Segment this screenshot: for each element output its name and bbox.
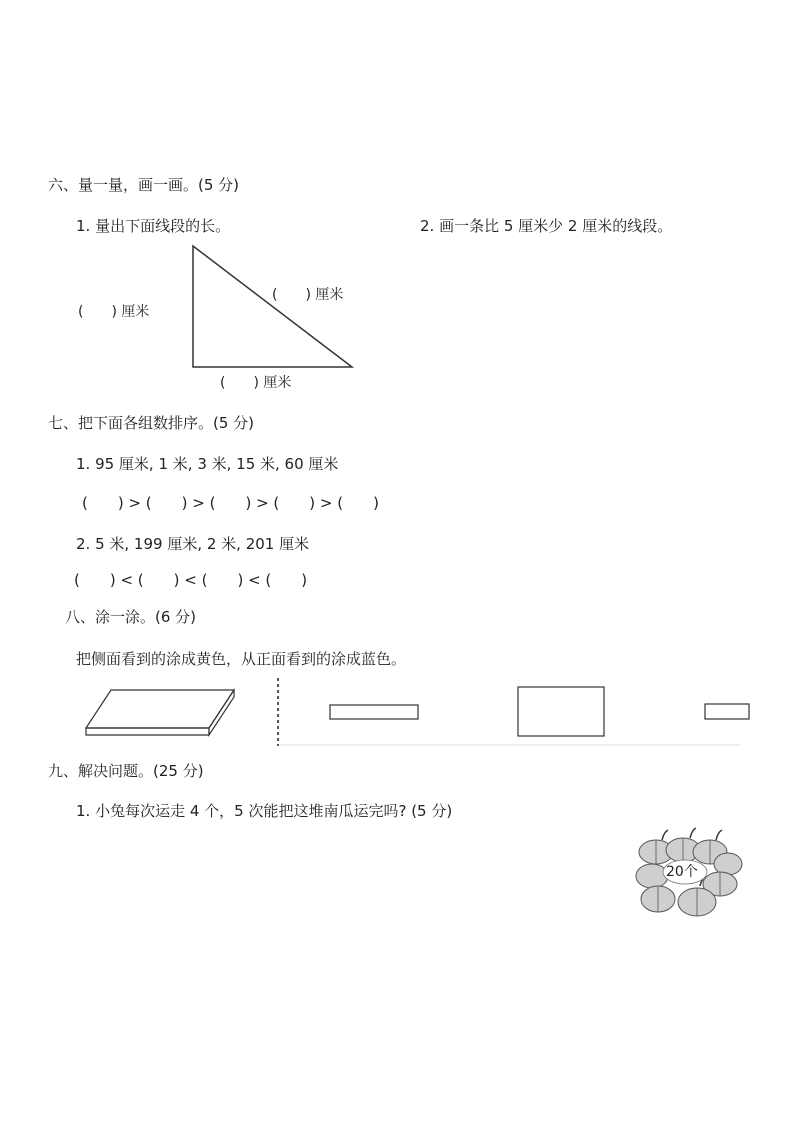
section-8-heading: 八、涂一涂。(6 分) [65,608,197,626]
section-9-heading: 九、解决问题。(25 分) [48,762,204,780]
section-6-heading: 六、量一量，画一画。(5 分) [48,176,240,194]
pumpkin-count-label: 20个 [666,864,698,880]
label-hypotenuse: ( ) 厘米 [272,287,344,303]
section-7-heading: 七、把下面各组数排序。(5 分) [48,414,255,432]
label-bottom-side: ( ) 厘米 [220,375,292,391]
section-6-question-2: 2. 画一条比 5 厘米少 2 厘米的线段。 [420,217,673,235]
answer-blanks-2: ( ) < ( ) < ( ) < ( ) [74,571,308,589]
section-9-question-1: 1. 小兔每次运走 4 个，5 次能把这堆南瓜运完吗? (5 分) [76,802,453,820]
section-8-instruction: 把侧面看到的涂成黄色，从正面看到的涂成蓝色。 [76,650,407,668]
answer-blanks-1: ( ) > ( ) > ( ) > ( ) > ( ) [82,494,379,512]
label-left-side: ( ) 厘米 [78,304,150,320]
section-7-question-2: 2. 5 米, 199 厘米, 2 米, 201 厘米 [76,535,310,553]
section-7-question-1: 1. 95 厘米, 1 米, 3 米, 15 米, 60 厘米 [76,455,339,473]
section-6-question-1: 1. 量出下面线段的长。 [76,217,231,235]
